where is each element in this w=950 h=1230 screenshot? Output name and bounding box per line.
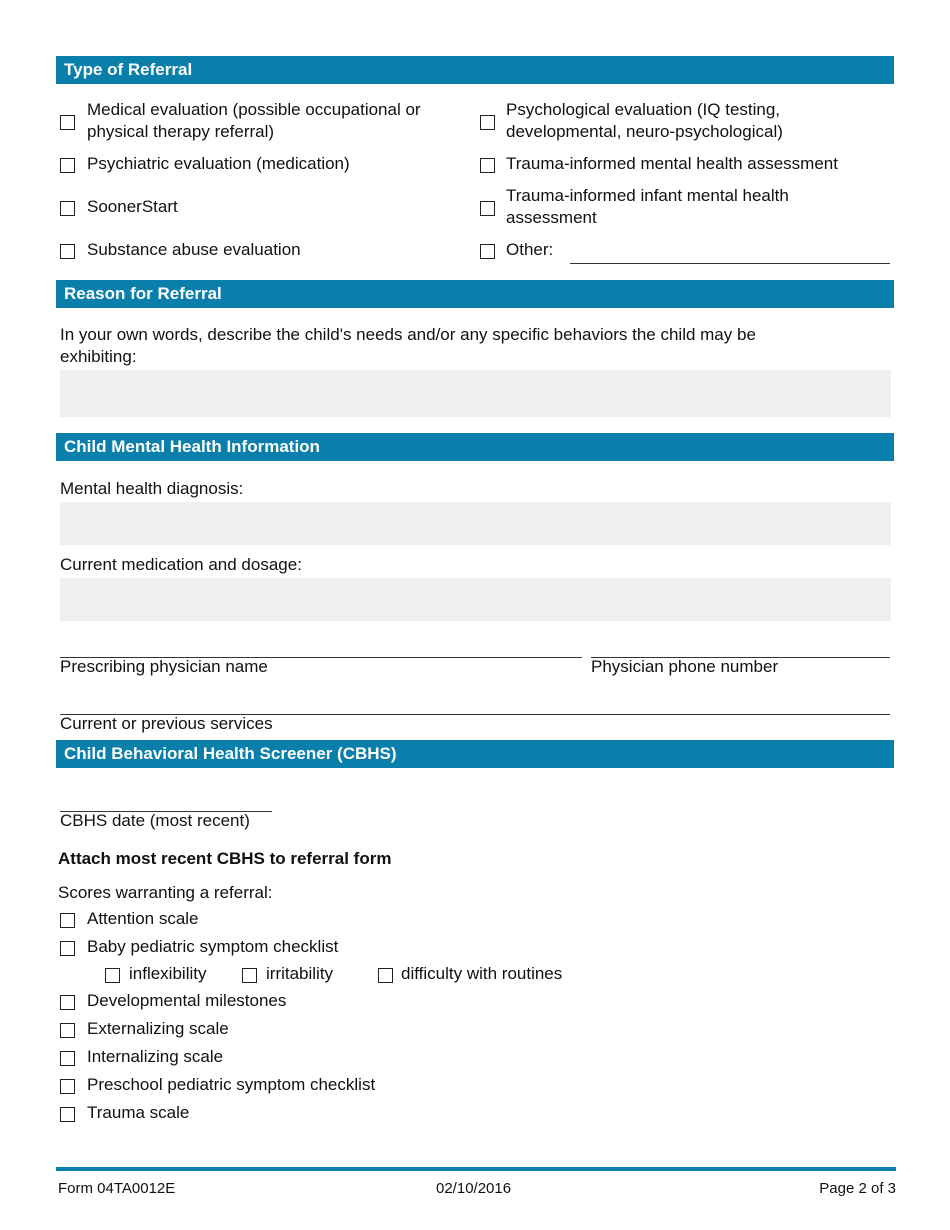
services-label: Current or previous services [60, 714, 273, 733]
checkbox-medical-evaluation[interactable] [60, 115, 75, 130]
checkbox-attention-scale[interactable] [60, 913, 75, 928]
section-header-cbhs: Child Behavioral Health Screener (CBHS) [56, 740, 894, 768]
medication-input[interactable] [60, 578, 891, 621]
label-internalizing-scale: Internalizing scale [87, 1047, 224, 1066]
diagnosis-label: Mental health diagnosis: [60, 479, 244, 498]
footer-page-number: Page 2 of 3 [819, 1180, 896, 1197]
label-baby-pediatric: Baby pediatric symptom checklist [87, 937, 339, 956]
label-line: developmental, neuro-psychological) [506, 122, 783, 141]
label-line: Medical evaluation (possible occupational or [87, 100, 421, 119]
physician-phone-label: Physician phone number [591, 657, 779, 676]
attach-note: Attach most recent CBHS to referral form [58, 849, 392, 868]
label-preschool-pediatric: Preschool pediatric symptom checklist [87, 1075, 376, 1094]
footer-form-id: Form 04TA0012E [58, 1180, 176, 1197]
label-difficulty-routines: difficulty with routines [401, 964, 563, 983]
medication-label: Current medication and dosage: [60, 555, 302, 574]
label-trauma-mental-health: Trauma-informed mental health assessment [506, 154, 838, 173]
checkbox-other[interactable] [480, 244, 495, 259]
checkbox-baby-pediatric[interactable] [60, 941, 75, 956]
physician-name-label: Prescribing physician name [60, 657, 268, 676]
checkbox-psychiatric-evaluation[interactable] [60, 158, 75, 173]
checkbox-substance-abuse[interactable] [60, 244, 75, 259]
label-attention-scale: Attention scale [87, 909, 199, 928]
label-line: Psychological evaluation (IQ testing, [506, 100, 781, 119]
label-psychological-evaluation [506, 99, 783, 143]
section-header-reason-for-referral: Reason for Referral [56, 280, 894, 308]
label-line: Trauma-informed infant mental health [506, 186, 789, 205]
reason-input[interactable] [60, 370, 891, 417]
checkbox-trauma-infant[interactable] [480, 201, 495, 216]
cbhs-date-label: CBHS date (most recent) [60, 811, 250, 830]
label-substance-abuse: Substance abuse evaluation [87, 240, 301, 259]
scores-label: Scores warranting a referral: [58, 883, 273, 902]
checkbox-externalizing-scale[interactable] [60, 1023, 75, 1038]
label-soonerstart: SoonerStart [87, 197, 178, 216]
label-line: assessment [506, 208, 597, 227]
label-trauma-scale: Trauma scale [87, 1103, 190, 1122]
label-other: Other: [506, 240, 554, 259]
checkbox-inflexibility[interactable] [105, 968, 120, 983]
label-inflexibility: inflexibility [129, 964, 207, 983]
footer-divider [56, 1167, 896, 1171]
label-medical-evaluation [87, 99, 421, 143]
label-psychiatric-evaluation: Psychiatric evaluation (medication) [87, 154, 350, 173]
section-header-child-mental-health: Child Mental Health Information [56, 433, 894, 461]
prompt-line: In your own words, describe the child's needs and/or any specific behaviors the child may be [60, 325, 756, 344]
section-header-type-of-referral: Type of Referral [56, 56, 894, 84]
checkbox-preschool-pediatric[interactable] [60, 1079, 75, 1094]
checkbox-internalizing-scale[interactable] [60, 1051, 75, 1066]
checkbox-trauma-scale[interactable] [60, 1107, 75, 1122]
checkbox-developmental-milestones[interactable] [60, 995, 75, 1010]
label-developmental-milestones: Developmental milestones [87, 991, 287, 1010]
checkbox-psychological-evaluation[interactable] [480, 115, 495, 130]
diagnosis-input[interactable] [60, 502, 891, 545]
checkbox-difficulty-routines[interactable] [378, 968, 393, 983]
checkbox-trauma-mental-health[interactable] [480, 158, 495, 173]
reason-prompt [60, 324, 756, 368]
checkbox-soonerstart[interactable] [60, 201, 75, 216]
footer-date: 02/10/2016 [436, 1180, 512, 1197]
prompt-line: exhibiting: [60, 347, 137, 366]
label-line: physical therapy referral) [87, 122, 275, 141]
other-input[interactable] [570, 263, 890, 264]
label-irritability: irritability [266, 964, 334, 983]
label-trauma-infant [506, 185, 789, 229]
label-externalizing-scale: Externalizing scale [87, 1019, 229, 1038]
checkbox-irritability[interactable] [242, 968, 257, 983]
